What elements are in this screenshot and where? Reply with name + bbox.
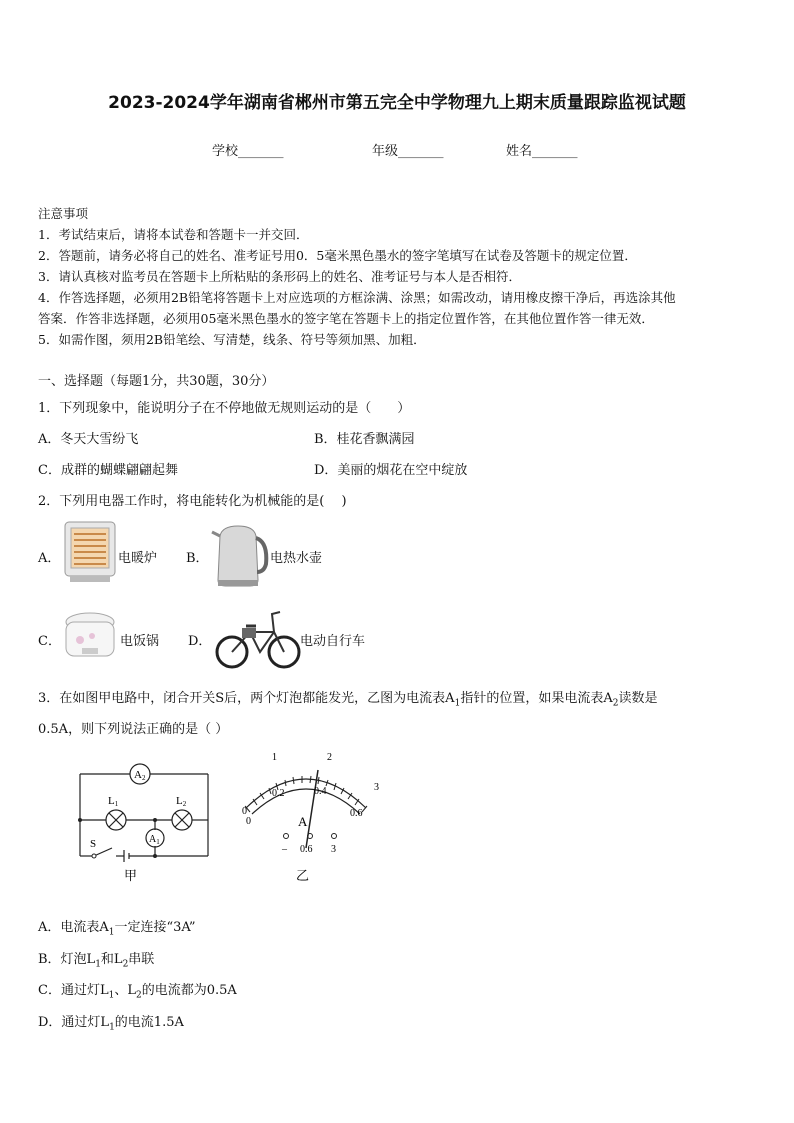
q2-option-c-text: 电饭锅: [120, 634, 160, 649]
svg-text:A1: $A_1$: [149, 834, 160, 846]
svg-text:A: A: [298, 814, 308, 829]
fig-label-yi: 乙: [296, 869, 310, 884]
notice-item: 3．请认真核对监考员在答题卡上所粘贴的条形码上的姓名、准考证号与本人是否相符．: [38, 269, 521, 284]
notice-item: 答案．作答非选择题，必须用05毫米黑色墨水的签字笔在答题卡上的指定位置作答，在其他位置作答一律无效．: [38, 311, 654, 326]
electric-kettle-image: [210, 520, 270, 590]
svg-text:0: 0: [242, 806, 247, 817]
svg-text:L1: L1: [108, 795, 119, 808]
notice-item: 4．作答选择题，必须用2B铅笔将答题卡上对应选项的方框涂满、涂黑；如需改动，请用橡皮擦干净后，再选涂其他: [38, 290, 676, 305]
svg-text:L2: L2: [176, 795, 187, 808]
svg-text:A2: A2: [134, 769, 146, 782]
q2-option-d-letter: D．: [188, 634, 212, 649]
svg-text:0.6: 0.6: [350, 808, 363, 819]
notice-item: 2．答题前，请务必将自己的姓名、准考证号用0．5毫米黑色墨水的签字笔填写在试卷及答题卡的规定位置．: [38, 248, 637, 263]
q3-option-b: B．灯泡$L_1$和$L_2$串联: [38, 952, 155, 970]
q2-option-a-letter: A．: [38, 551, 61, 566]
q1-option-a: A．冬天大雪纷飞: [38, 432, 139, 447]
notice-item: 5．如需作图，须用2B铅笔绘、写清楚，线条、符号等须加黑、加粗．: [38, 332, 426, 347]
q2-option-d-text: 电动自行车: [300, 634, 366, 649]
q1-option-b: B．桂花香飘满园: [314, 432, 415, 447]
q1-option-c: C．成群的蝴蝶翩翩起舞: [38, 463, 178, 478]
section-heading: 一、选择题（每题1分，共30题，30分）: [38, 374, 275, 389]
svg-text:0.6: 0.6: [300, 844, 313, 855]
q1-stem: 1．下列现象中，能说明分子在不停地做无规则运动的是（ ）: [38, 401, 411, 416]
q3-stem-line2: 0.5A，则下列说法正确的是（ ）: [38, 722, 229, 737]
q1-option-d: D．美丽的烟花在空中绽放: [314, 463, 468, 478]
svg-text:1: 1: [272, 752, 277, 763]
school-field: 学校_______: [212, 144, 284, 159]
q3-option-c: C．通过灯$L_1$、$L_2$的电流都为0.5A: [38, 983, 237, 1001]
electric-heater-image: [62, 520, 118, 584]
notice-heading: 注意事项: [38, 206, 89, 221]
q2-option-b-letter: B．: [186, 551, 209, 566]
q2-option-b-text: 电热水壶: [270, 551, 323, 566]
svg-text:3: 3: [374, 782, 379, 793]
svg-text:0: 0: [246, 816, 251, 827]
electric-bicycle-image: [212, 604, 302, 670]
svg-text:–: –: [282, 844, 287, 855]
q2-stem: 2．下列用电器工作时，将电能转化为机械能的是( ): [38, 494, 347, 509]
grade-field: 年级_______: [372, 144, 444, 159]
svg-text:0.4: 0.4: [314, 786, 327, 797]
q3-option-d: D．通过灯$L_1$的电流1.5A: [38, 1015, 184, 1033]
svg-text:0.2: 0.2: [272, 788, 285, 799]
circuit-diagram: [68, 758, 218, 888]
q2-option-c-letter: C．: [38, 634, 61, 649]
ammeter-dial: [226, 744, 386, 888]
svg-text:3: 3: [331, 844, 336, 855]
name-field: 姓名_______: [506, 144, 578, 159]
page-title: 2023-2024学年湖南省郴州市第五完全中学物理九上期末质量跟踪监视试题: [108, 93, 686, 113]
svg-text:2: 2: [327, 752, 332, 763]
rice-cooker-image: [62, 608, 118, 664]
q3-option-a: A．电流表$A_1$一定连接“3A”: [38, 920, 196, 938]
svg-text:S: S: [90, 838, 97, 850]
notice-item: 1．考试结束后，请将本试卷和答题卡一并交回．: [38, 227, 309, 242]
q2-option-a-text: 电暖炉: [118, 551, 158, 566]
fig-label-jia: 甲: [124, 869, 138, 884]
q3-stem-line1: 3．在如图甲电路中，闭合开关S后，两个灯泡都能发光，乙图为电流表$A_1$指针的位置，如果电流表$A_2$读数是: [38, 691, 658, 709]
